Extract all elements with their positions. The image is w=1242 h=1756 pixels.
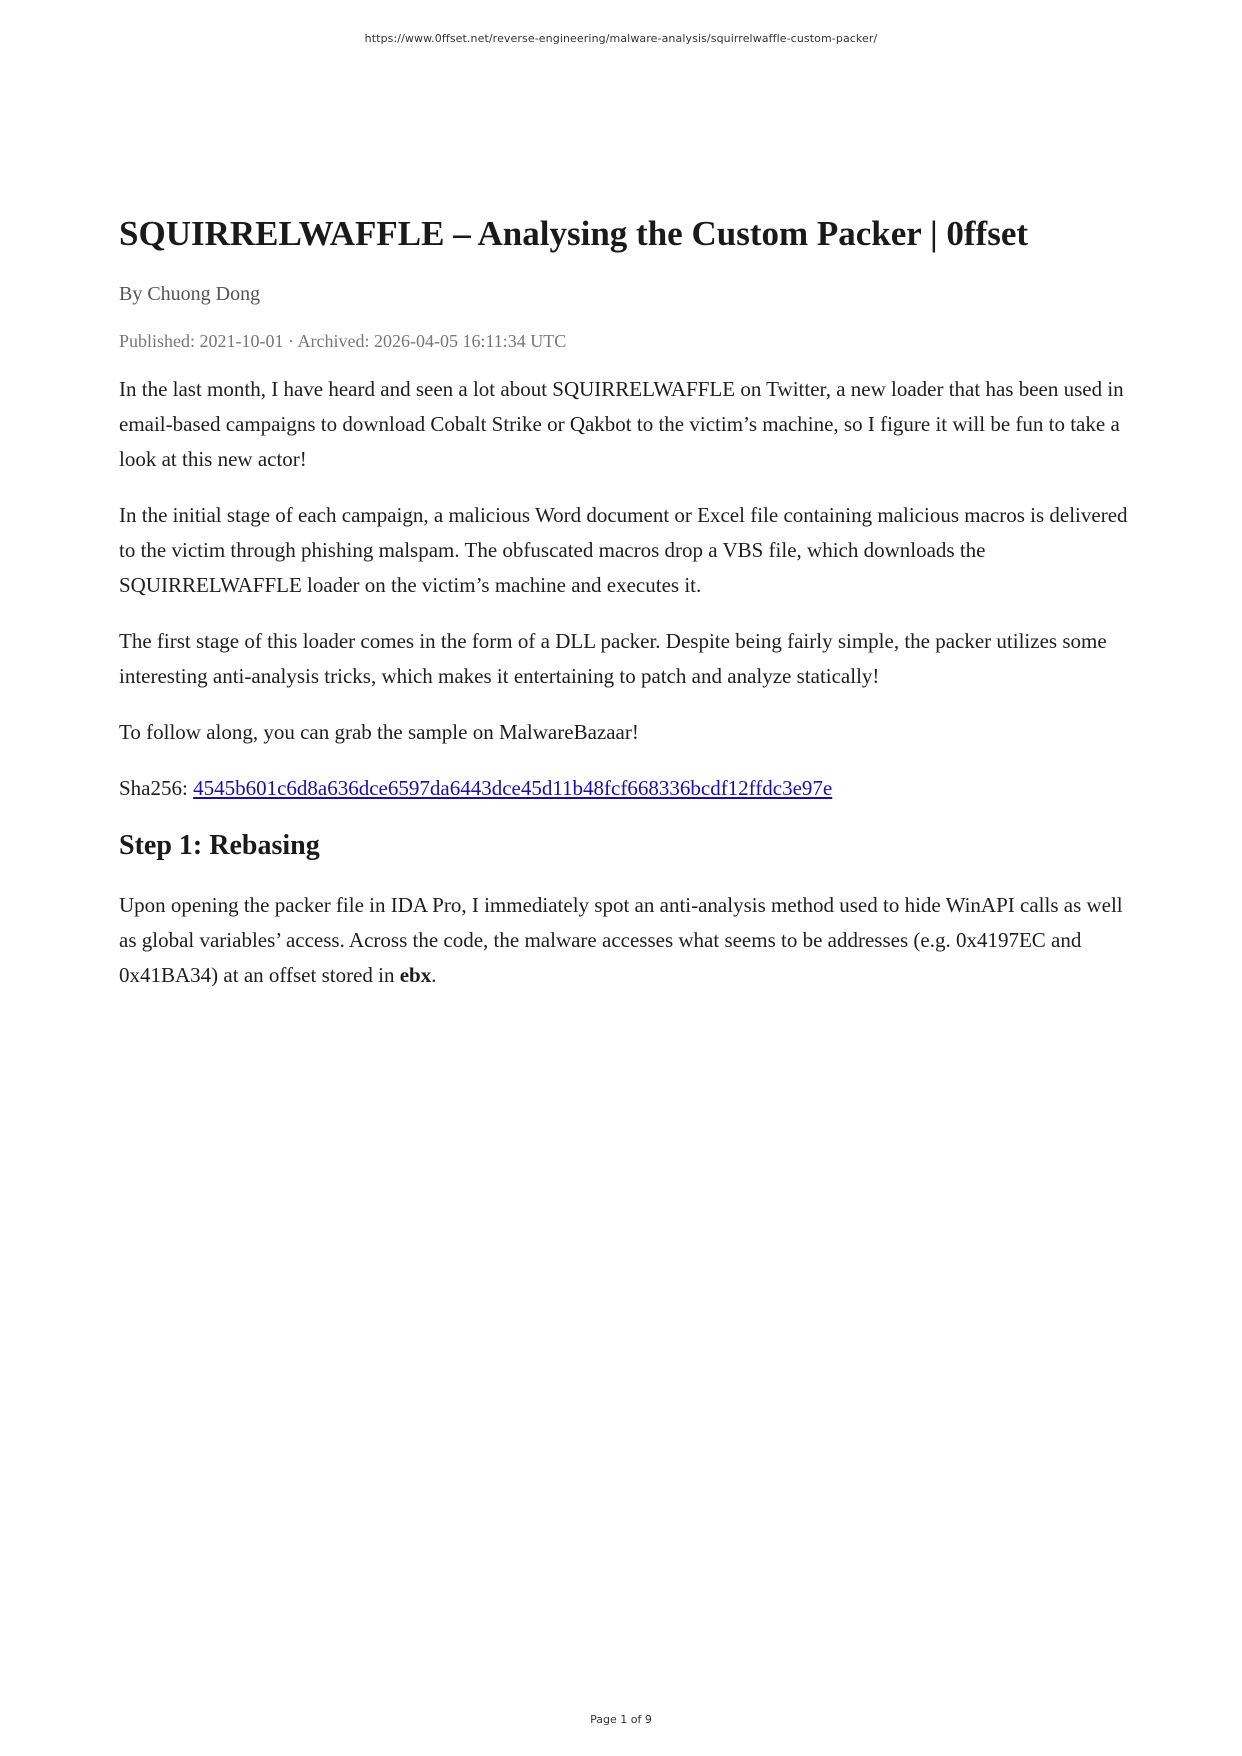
paragraph-initial-stage: In the initial stage of each campaign, a malicious Word document or Excel file containing malicious macros is delivered to the victim through phishing malspam. The obfuscated macros drop a VBS file, which downloads the SQUIRRELWAFFLE loader on the victim’s machine and executes it.: [119, 503, 1128, 597]
page-number: Page 1 of 9: [590, 1713, 652, 1726]
sha256-line: [119, 771, 1131, 806]
author-byline: By Chuong Dong: [119, 283, 261, 305]
paragraph-rebasing: [119, 888, 1131, 993]
paragraph-intro: In the last month, I have heard and seen a lot about SQUIRRELWAFFLE on Twitter, a new loader that has been used in email-based campaigns to download Cobalt Strike or Qakbot to the victim’s machine, so I figure it will be fun to take a look at this new actor!: [119, 377, 1124, 471]
page-url: https://www.0ffset.net/reverse-engineering/malware-analysis/squirrelwaffle-custom-packer/: [364, 32, 878, 45]
ebx-register: ebx: [399, 963, 432, 987]
sha256-link[interactable]: 4545b601c6d8a636dce6597da6443dce45d11b48fcf668336bcdf12ffdc3e97e: [193, 776, 833, 800]
sha256-label: Sha256:: [119, 776, 194, 800]
rebasing-text: Upon opening the packer file in IDA Pro, I immediately spot an anti-analysis method used to hide WinAPI calls as well as global variables’ access. Across the code, the malware accesses what seems to be addresses (e.g. 0x4197EC and 0x41BA34) at an offset stored in: [119, 893, 1123, 987]
article: [119, 210, 1131, 993]
step1-heading: Step 1: Rebasing: [119, 830, 320, 861]
publish-meta: Published: 2021-10-01 · Archived: 2026-04-05 16:11:34 UTC: [119, 331, 567, 351]
article-title: SQUIRRELWAFFLE – Analysing the Custom Packer | 0ffset: [119, 214, 1029, 253]
paragraph-first-stage: The first stage of this loader comes in the form of a DLL packer. Despite being fairly simple, the packer utilizes some interesting anti-analysis tricks, which makes it entertaining to patch and analyze statically!: [119, 629, 1107, 688]
rebasing-text-end: .: [431, 963, 437, 987]
paragraph-follow-along: To follow along, you can grab the sample on MalwareBazaar!: [119, 720, 639, 744]
